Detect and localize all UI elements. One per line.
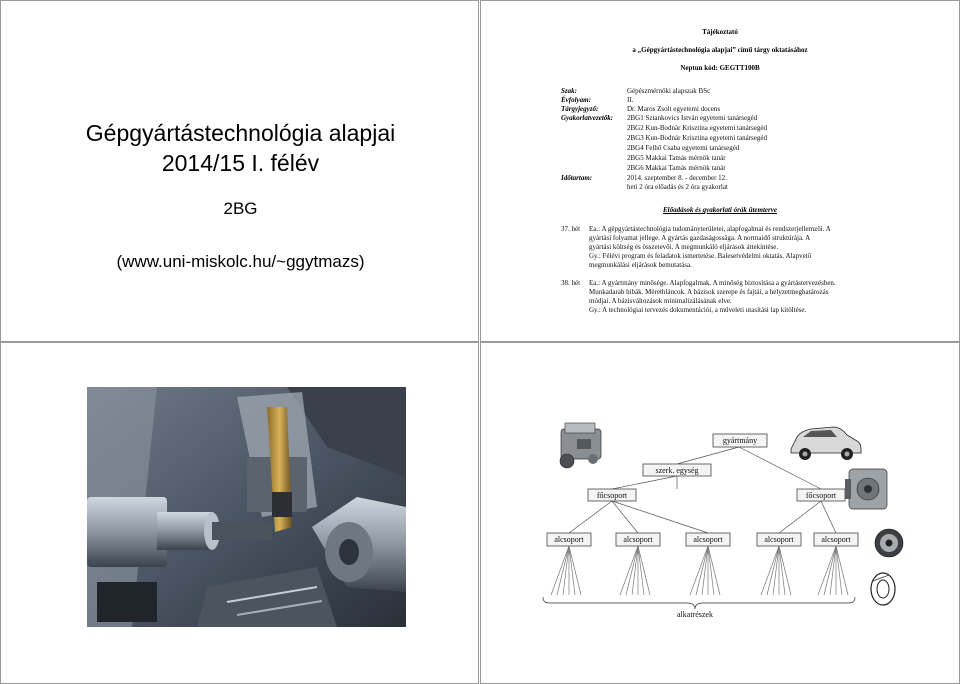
week-line: módjai. A bázisváltozások minimalizálásának elve. [589,297,732,305]
node-main-group: főcsoport [805,491,837,500]
title-slide [0,0,479,342]
instructor-line: 2BG2 Kun-Bodnár Krisztina egyetemi tanársegéd [627,124,767,132]
info-document-slide [480,0,960,342]
field-value: II. [627,96,634,104]
bearing-illustration [871,573,895,605]
week-line: Ea.: A gyártmány minősége. Alapfogalmak. A minőség biztosítása a gyártástervezésben. [589,279,836,287]
product-structure-slide [480,342,960,684]
product-structure-diagram [481,343,959,683]
field-value: Gépészmérnöki alapszak BSc [627,87,711,95]
schedule-title: Előadások és gyakorlati órák ütemterve [663,206,777,214]
course-title: Gépgyártástechnológia alapjai [85,120,396,146]
website-url: (www.uni-miskolc.hu/~ggytmazs) [116,252,365,271]
duration-label: Időtartam: [561,174,593,182]
semester: 2014/15 I. félév [161,150,320,176]
field-value: 2BG1 Sztankovics István egyetemi tanársegéd [627,114,758,122]
week-line: gyártási folyamat jellege. A gyártás gazdaságossága. A normaidő struktúrája. A [589,234,811,242]
instructor-line: 2BG3 Kun-Bodnár Krisztina egyetemi tanársegéd [627,134,767,142]
week-line: Ea.: A gépgyártástechnológia tudományterületei, alapfogalmai és rendszerjellemzői. A [589,225,831,233]
node-main-group: főcsoport [596,491,628,500]
week-label: 38. hét [561,279,581,287]
instructor-line: 2BG4 Felhő Csaba egyetemi tanársegéd [627,144,740,152]
field-value: Dr. Maros Zsolt egyetemi docens [627,105,721,113]
group-code: 2BG [223,199,258,218]
node-root: gyártmány [722,436,758,445]
week-line: megmunkálási eljárások bemutatása. [589,261,692,269]
week-line: gyártási költség és összetevői. A megmunkáló eljárások áttekintése. [589,243,779,251]
neptun-code: Neptun kód: GEGTT100B [680,64,760,72]
node-sub-unit: szerk. egység [655,466,699,475]
instructor-line: 2BG5 Makkai Tamás mérnök tanár [627,154,726,162]
week-line: Gy.: Félévi program és feladatok ismertetése. Balesetvédelmi oktatás. Alapvető [589,252,812,260]
node-subgroup: alcsoport [693,535,723,544]
gearbox-illustration [845,469,887,509]
machine-photo-slide [0,342,479,684]
field-label: Tárgyjegyző: [561,105,599,113]
field-label: Gyakorlatvezetők: [561,114,614,122]
node-subgroup: alcsoport [821,535,851,544]
field-label: Évfolyam: [561,96,591,104]
engine-illustration [560,423,601,468]
parts-label: alkatrészek [677,610,713,619]
week-line: Munkadarab hibák. Mérethláncok. A bázisok szerepe és fajtái, a helyzetmeghatározás [589,288,829,296]
week-line: Gy.: A technológiai tervezés dokumentációi, a műveleti utasítási lap kitöltése. [589,306,807,314]
node-subgroup: alcsoport [623,535,653,544]
week-label: 37. hét [561,225,581,233]
car-illustration [791,427,861,460]
node-subgroup: alcsoport [554,535,584,544]
duration-hours: heti 2 óra előadás és 2 óra gyakorlat [627,183,728,191]
field-label: Szak: [561,87,577,95]
instructor-line: 2BG6 Makkai Tamás mérnök tanár [627,164,726,172]
doc-heading: Tájékoztató [702,28,738,36]
duration-dates: 2014. szeptember 8. - december 12. [627,174,727,182]
doc-subheading: a „Gépgyártástechnológia alapjai” című tárgy oktatásához [632,46,808,54]
node-subgroup: alcsoport [764,535,794,544]
cnc-lathe-photo [87,387,406,627]
gear-illustration [875,529,903,557]
